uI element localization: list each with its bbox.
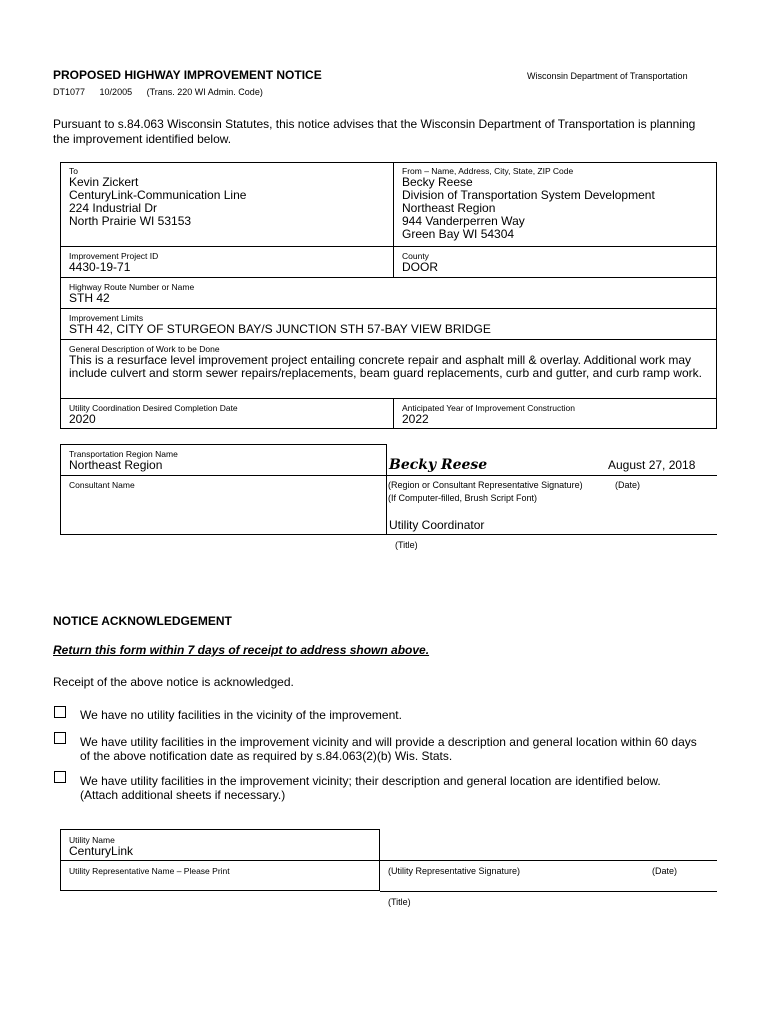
limits-field[interactable]: Improvement Limits STH 42, CITY OF STURGEON BAY/S JUNCTION STH 57-BAY VIEW BRIDGE <box>69 313 491 336</box>
completion-date-field[interactable]: Utility Coordination Desired Completion Date 2020 <box>69 403 238 426</box>
work-description-field[interactable]: General Description of Work to be Done This is a resurface level improvement project entailing concrete repair and asphalt mill & overlay. Additional work may include culvert and storm sewer repairs/replacements, beam guard replacements, curb and gutter, and curb ramp work. <box>69 344 702 380</box>
form-trans: (Trans. 220 WI Admin. Code) <box>146 87 263 97</box>
ack-title: NOTICE ACKNOWLEDGEMENT <box>53 614 232 628</box>
signer-title-caption: (Title) <box>395 540 418 550</box>
utility-rep-name-field[interactable]: Utility Representative Name – Please Print <box>69 866 230 876</box>
signer-title: Utility Coordinator <box>389 518 485 532</box>
option2-checkbox[interactable] <box>54 732 66 744</box>
option1-text: We have no utility facilities in the vicinity of the improvement. <box>80 708 402 722</box>
county-field[interactable]: County DOOR <box>402 251 438 274</box>
intro-text: Pursuant to s.84.063 Wisconsin Statutes, this notice advises that the Wisconsin Department of Transportation is planning the improvement identified below. <box>53 117 696 146</box>
region-signature: Becky Reese <box>389 457 488 473</box>
project-id-field[interactable]: Improvement Project ID 4430-19-71 <box>69 251 159 274</box>
signature-date: August 27, 2018 <box>608 458 696 472</box>
region-field[interactable]: Transportation Region Name Northeast Region <box>69 449 178 472</box>
ack-return-instruction: Return this form within 7 days of receipt to address shown above. <box>53 643 430 657</box>
form-number: DT1077 <box>53 87 86 97</box>
utility-title-caption: (Title) <box>388 897 411 907</box>
ack-receipt-text: Receipt of the above notice is acknowledged. <box>53 675 294 689</box>
option3-text: We have utility facilities in the improvement vicinity; their description and general location are identified below. (Attach additional sheets if necessary.) <box>80 774 661 802</box>
option1-checkbox[interactable] <box>54 706 66 718</box>
route-field[interactable]: Highway Route Number or Name STH 42 <box>69 282 195 305</box>
signature-date-caption: (Date) <box>615 480 641 490</box>
form-title: PROPOSED HIGHWAY IMPROVEMENT NOTICE <box>53 68 322 82</box>
from-cell[interactable]: From – Name, Address, City, State, ZIP Code Becky Reese Division of Transportation System Development Northeast Region 944 Vanderperren Way Green Bay WI 54304 <box>402 166 655 241</box>
utility-date-caption: (Date) <box>652 866 678 876</box>
utility-name-field[interactable]: Utility Name CenturyLink <box>69 835 134 858</box>
signature-caption: (Region or Consultant Representative Signature) <box>388 480 583 490</box>
consultant-field[interactable]: Consultant Name <box>69 480 135 490</box>
signature-font-note: (If Computer-filled, Brush Script Font) <box>388 493 538 503</box>
form-id <box>53 87 275 97</box>
option2-text: We have utility facilities in the improvement vicinity and will provide a description and general location within 60 days of the above notification date as required by s.84.063(2)(b) Wis. Stats. <box>80 735 697 763</box>
utility-signature-caption: (Utility Representative Signature) <box>388 866 521 876</box>
to-cell[interactable]: To Kevin Zickert CenturyLink-Communication Line 224 Industrial Dr North Prairie WI 53153 <box>69 166 247 228</box>
construction-year-field[interactable]: Anticipated Year of Improvement Construction 2022 <box>402 403 575 426</box>
option3-checkbox[interactable] <box>54 771 66 783</box>
agency-name: Wisconsin Department of Transportation <box>527 71 688 81</box>
form-date: 10/2005 <box>99 87 133 97</box>
